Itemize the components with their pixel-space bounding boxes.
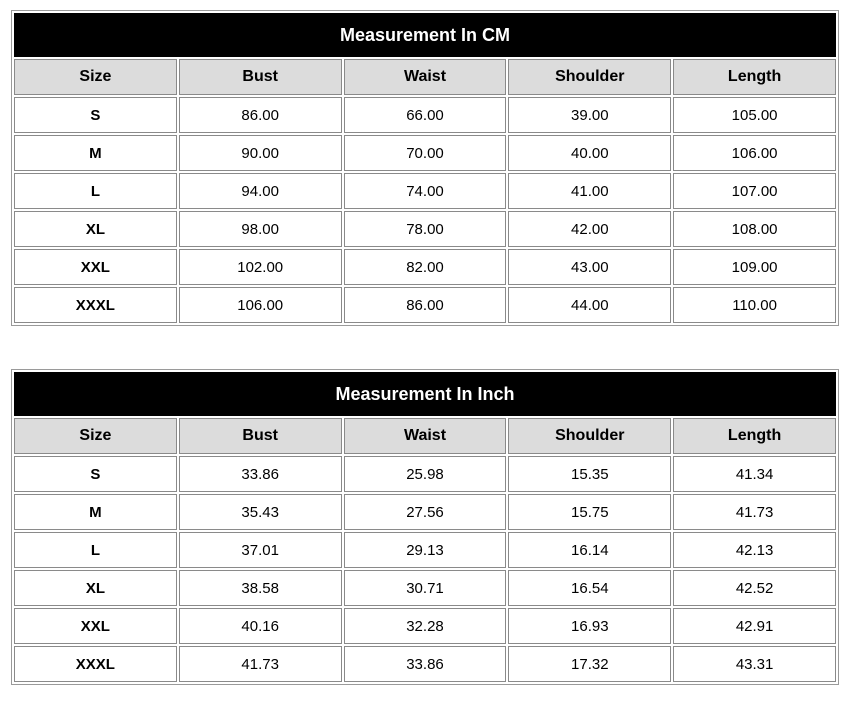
length-cell: 108.00 [673, 211, 836, 247]
table-title: Measurement In CM [14, 13, 836, 57]
table-row [14, 570, 836, 606]
size-cell: XXXL [14, 646, 177, 682]
length-cell: 109.00 [673, 249, 836, 285]
table-row [14, 135, 836, 171]
table-row [14, 532, 836, 568]
column-header-shoulder: Shoulder [508, 59, 671, 95]
bust-cell: 37.01 [179, 532, 342, 568]
column-header-length: Length [673, 59, 836, 95]
bust-cell: 35.43 [179, 494, 342, 530]
length-cell: 42.91 [673, 608, 836, 644]
bust-cell: 106.00 [179, 287, 342, 323]
size-cell: M [14, 494, 177, 530]
waist-cell: 82.00 [344, 249, 507, 285]
length-cell: 42.52 [673, 570, 836, 606]
size-cell: L [14, 532, 177, 568]
waist-cell: 66.00 [344, 97, 507, 133]
size-cell: XXL [14, 608, 177, 644]
waist-cell: 70.00 [344, 135, 507, 171]
header-row [14, 418, 836, 454]
table-row [14, 287, 836, 323]
length-cell: 43.31 [673, 646, 836, 682]
shoulder-cell: 15.75 [508, 494, 671, 530]
bust-cell: 90.00 [179, 135, 342, 171]
column-header-bust: Bust [179, 59, 342, 95]
table-row [14, 646, 836, 682]
column-header-shoulder: Shoulder [508, 418, 671, 454]
bust-cell: 98.00 [179, 211, 342, 247]
size-cell: L [14, 173, 177, 209]
length-cell: 41.34 [673, 456, 836, 492]
waist-cell: 74.00 [344, 173, 507, 209]
table-title: Measurement In Inch [14, 372, 836, 416]
size-cell: M [14, 135, 177, 171]
table-row [14, 494, 836, 530]
shoulder-cell: 15.35 [508, 456, 671, 492]
shoulder-cell: 16.93 [508, 608, 671, 644]
measurement-table-inch [11, 369, 839, 685]
shoulder-cell: 17.32 [508, 646, 671, 682]
bust-cell: 40.16 [179, 608, 342, 644]
column-header-waist: Waist [344, 418, 507, 454]
shoulder-cell: 44.00 [508, 287, 671, 323]
size-cell: XXXL [14, 287, 177, 323]
header-row [14, 59, 836, 95]
size-cell: S [14, 456, 177, 492]
shoulder-cell: 41.00 [508, 173, 671, 209]
waist-cell: 27.56 [344, 494, 507, 530]
shoulder-cell: 16.54 [508, 570, 671, 606]
bust-cell: 102.00 [179, 249, 342, 285]
size-cell: S [14, 97, 177, 133]
column-header-size: Size [14, 418, 177, 454]
waist-cell: 33.86 [344, 646, 507, 682]
bust-cell: 33.86 [179, 456, 342, 492]
waist-cell: 30.71 [344, 570, 507, 606]
column-header-bust: Bust [179, 418, 342, 454]
bust-cell: 94.00 [179, 173, 342, 209]
table-row [14, 211, 836, 247]
size-cell: XL [14, 211, 177, 247]
shoulder-cell: 42.00 [508, 211, 671, 247]
measurement-table-cm [11, 10, 839, 326]
length-cell: 107.00 [673, 173, 836, 209]
table-row [14, 249, 836, 285]
length-cell: 105.00 [673, 97, 836, 133]
table-row [14, 608, 836, 644]
shoulder-cell: 16.14 [508, 532, 671, 568]
length-cell: 110.00 [673, 287, 836, 323]
table-row [14, 173, 836, 209]
waist-cell: 78.00 [344, 211, 507, 247]
column-header-waist: Waist [344, 59, 507, 95]
table-row [14, 456, 836, 492]
size-cell: XXL [14, 249, 177, 285]
length-cell: 42.13 [673, 532, 836, 568]
bust-cell: 86.00 [179, 97, 342, 133]
waist-cell: 86.00 [344, 287, 507, 323]
bust-cell: 41.73 [179, 646, 342, 682]
bust-cell: 38.58 [179, 570, 342, 606]
waist-cell: 29.13 [344, 532, 507, 568]
length-cell: 106.00 [673, 135, 836, 171]
shoulder-cell: 39.00 [508, 97, 671, 133]
shoulder-cell: 40.00 [508, 135, 671, 171]
length-cell: 41.73 [673, 494, 836, 530]
waist-cell: 32.28 [344, 608, 507, 644]
waist-cell: 25.98 [344, 456, 507, 492]
column-header-length: Length [673, 418, 836, 454]
size-cell: XL [14, 570, 177, 606]
table-row [14, 97, 836, 133]
shoulder-cell: 43.00 [508, 249, 671, 285]
column-header-size: Size [14, 59, 177, 95]
